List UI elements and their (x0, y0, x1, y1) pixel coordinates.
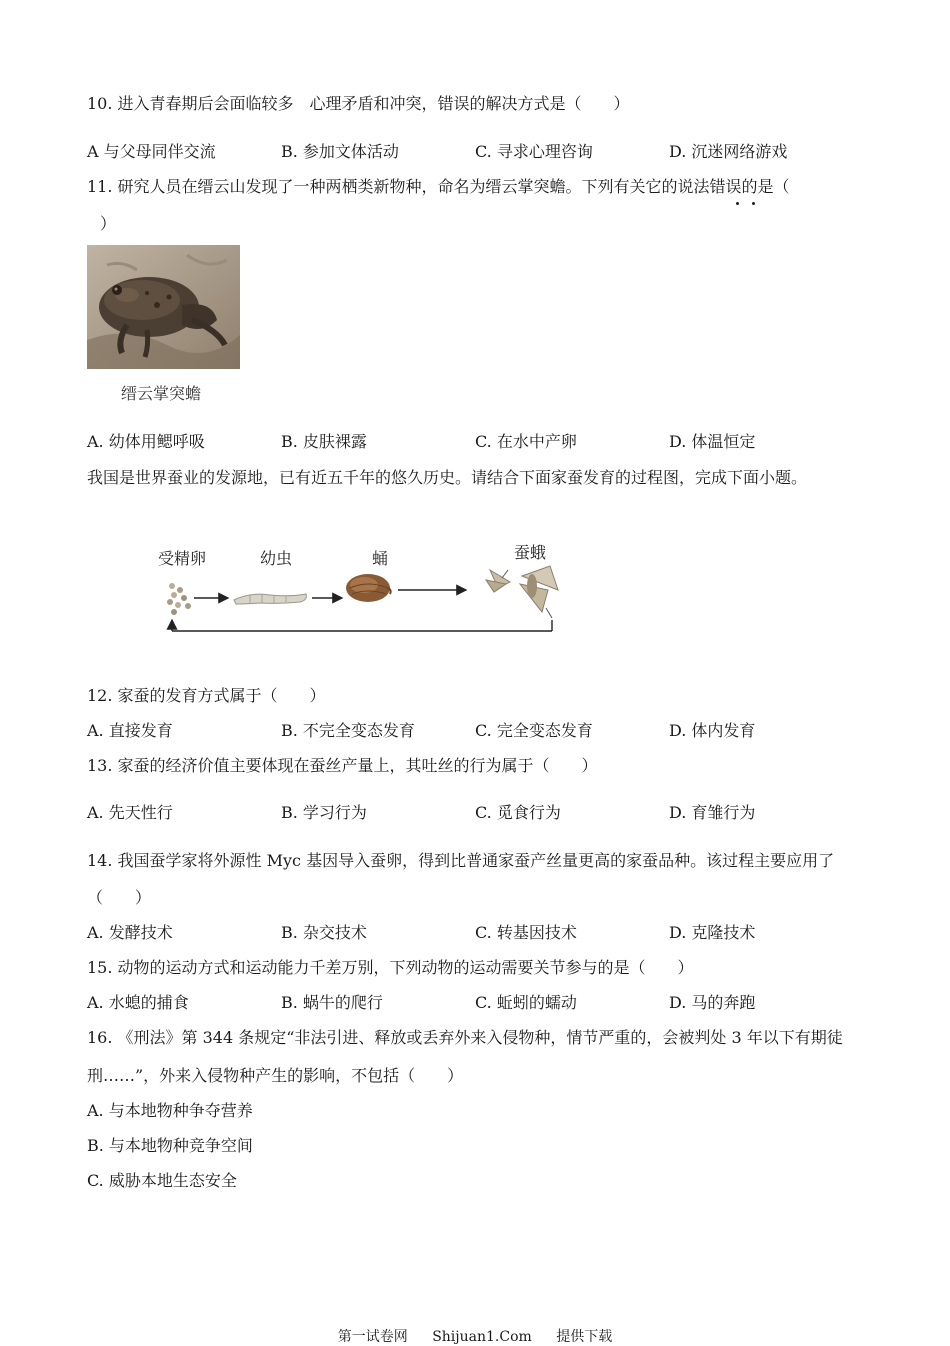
q14-stem-cont: （ ） (87, 888, 152, 907)
q15-stem: 15. 动物的运动方式和运动能力千差万别，下列动物的运动需要关节参与的是（ ） (87, 958, 694, 977)
pupa-icon (346, 574, 391, 602)
label-pupa: 蛹 (372, 549, 389, 568)
q16-stem: 16. 《刑法》第 344 条规定“非法引进、释放或丢弃外来入侵物种，情节严重的，会被判处 3 年以下有期徒 (87, 1028, 843, 1047)
q12-option-d: D. 体内发育 (669, 721, 756, 740)
silkworm-intro: 我国是世界蚕业的发源地，已有近五千年的悠久历史。请结合下面家蚕发育的过程图，完成下面小题。 (87, 468, 808, 487)
silkworm-lifecycle-diagram (150, 540, 570, 640)
q13-option-c: C. 觅食行为 (475, 803, 561, 822)
q13-option-a: A. 先天性行 (87, 803, 173, 822)
q10-stem: 10. 进入青春期后会面临较多 心理矛盾和冲突，错误的解决方式是（ ） (87, 94, 630, 113)
footer-site-name: 第一试卷网 (337, 1329, 408, 1345)
q12-stem: 12. 家蚕的发育方式属于（ ） (87, 686, 326, 705)
q16-option-b: B. 与本地物种竞争空间 (87, 1136, 253, 1155)
q16-stem-cont: 刑……”，外来入侵物种产生的影响，不包括（ ） (87, 1066, 464, 1085)
frog-caption: 缙云掌突蟾 (121, 384, 202, 403)
label-larva: 幼虫 (260, 549, 293, 568)
q11-option-b: B. 皮肤裸露 (281, 432, 367, 451)
q11-option-c: C. 在水中产卵 (475, 432, 577, 451)
label-egg: 受精卵 (158, 549, 207, 568)
q13-stem: 13. 家蚕的经济价值主要体现在蚕丝产量上，其吐丝的行为属于（ ） (87, 756, 598, 775)
q10-option-c: C. 寻求心理咨询 (475, 142, 593, 161)
emphasis-dot (736, 202, 739, 205)
q13-option-d: D. 育雏行为 (669, 803, 756, 822)
q14-option-b: B. 杂交技术 (281, 923, 367, 942)
q15-option-b: B. 蜗牛的爬行 (281, 993, 383, 1012)
q11-stem: 11. 研究人员在缙云山发现了一种两栖类新物种，命名为缙云掌突蟾。下列有关它的说法错误的是（ (87, 177, 790, 196)
page-footer (0, 1326, 950, 1346)
q15-option-a: A. 水螅的捕食 (87, 993, 189, 1012)
moth-icon (486, 566, 558, 618)
q11-option-a: A. 幼体用鳃呼吸 (87, 432, 205, 451)
q10-option-d: D. 沉迷网络游戏 (669, 142, 788, 161)
larva-icon (234, 594, 306, 604)
q16-option-a: A. 与本地物种争夺营养 (87, 1101, 253, 1120)
q13-option-b: B. 学习行为 (281, 803, 367, 822)
q12-option-b: B. 不完全变态发育 (281, 721, 415, 740)
q15-option-c: C. 蚯蚓的蠕动 (475, 993, 577, 1012)
q15-option-d: D. 马的奔跑 (669, 993, 756, 1012)
q14-option-c: C. 转基因技术 (475, 923, 577, 942)
q16-option-c: C. 威胁本地生态安全 (87, 1171, 237, 1190)
q10-option-b: B. 参加文体活动 (281, 142, 399, 161)
q14-option-a: A. 发酵技术 (87, 923, 173, 942)
footer-download-note: 提供下载 (556, 1329, 613, 1345)
q10-option-a: A 与父母同伴交流 (87, 142, 216, 161)
frog-photo (87, 245, 240, 369)
q11-option-d: D. 体温恒定 (669, 432, 756, 451)
eggs-icon (167, 583, 191, 615)
emphasis-dot (752, 202, 755, 205)
q14-stem: 14. 我国蚕学家将外源性 Myc 基因导入蚕卵，得到比普通家蚕产丝量更高的家蚕品种。该过程主要应用了 (87, 851, 835, 870)
footer-site-url[interactable]: Shijuan1.Com (432, 1329, 532, 1345)
q14-option-d: D. 克隆技术 (669, 923, 756, 942)
label-moth: 蚕蛾 (514, 543, 547, 562)
q11-stem-cont: ） (100, 214, 117, 233)
q12-option-a: A. 直接发育 (87, 721, 173, 740)
q12-option-c: C. 完全变态发育 (475, 721, 593, 740)
